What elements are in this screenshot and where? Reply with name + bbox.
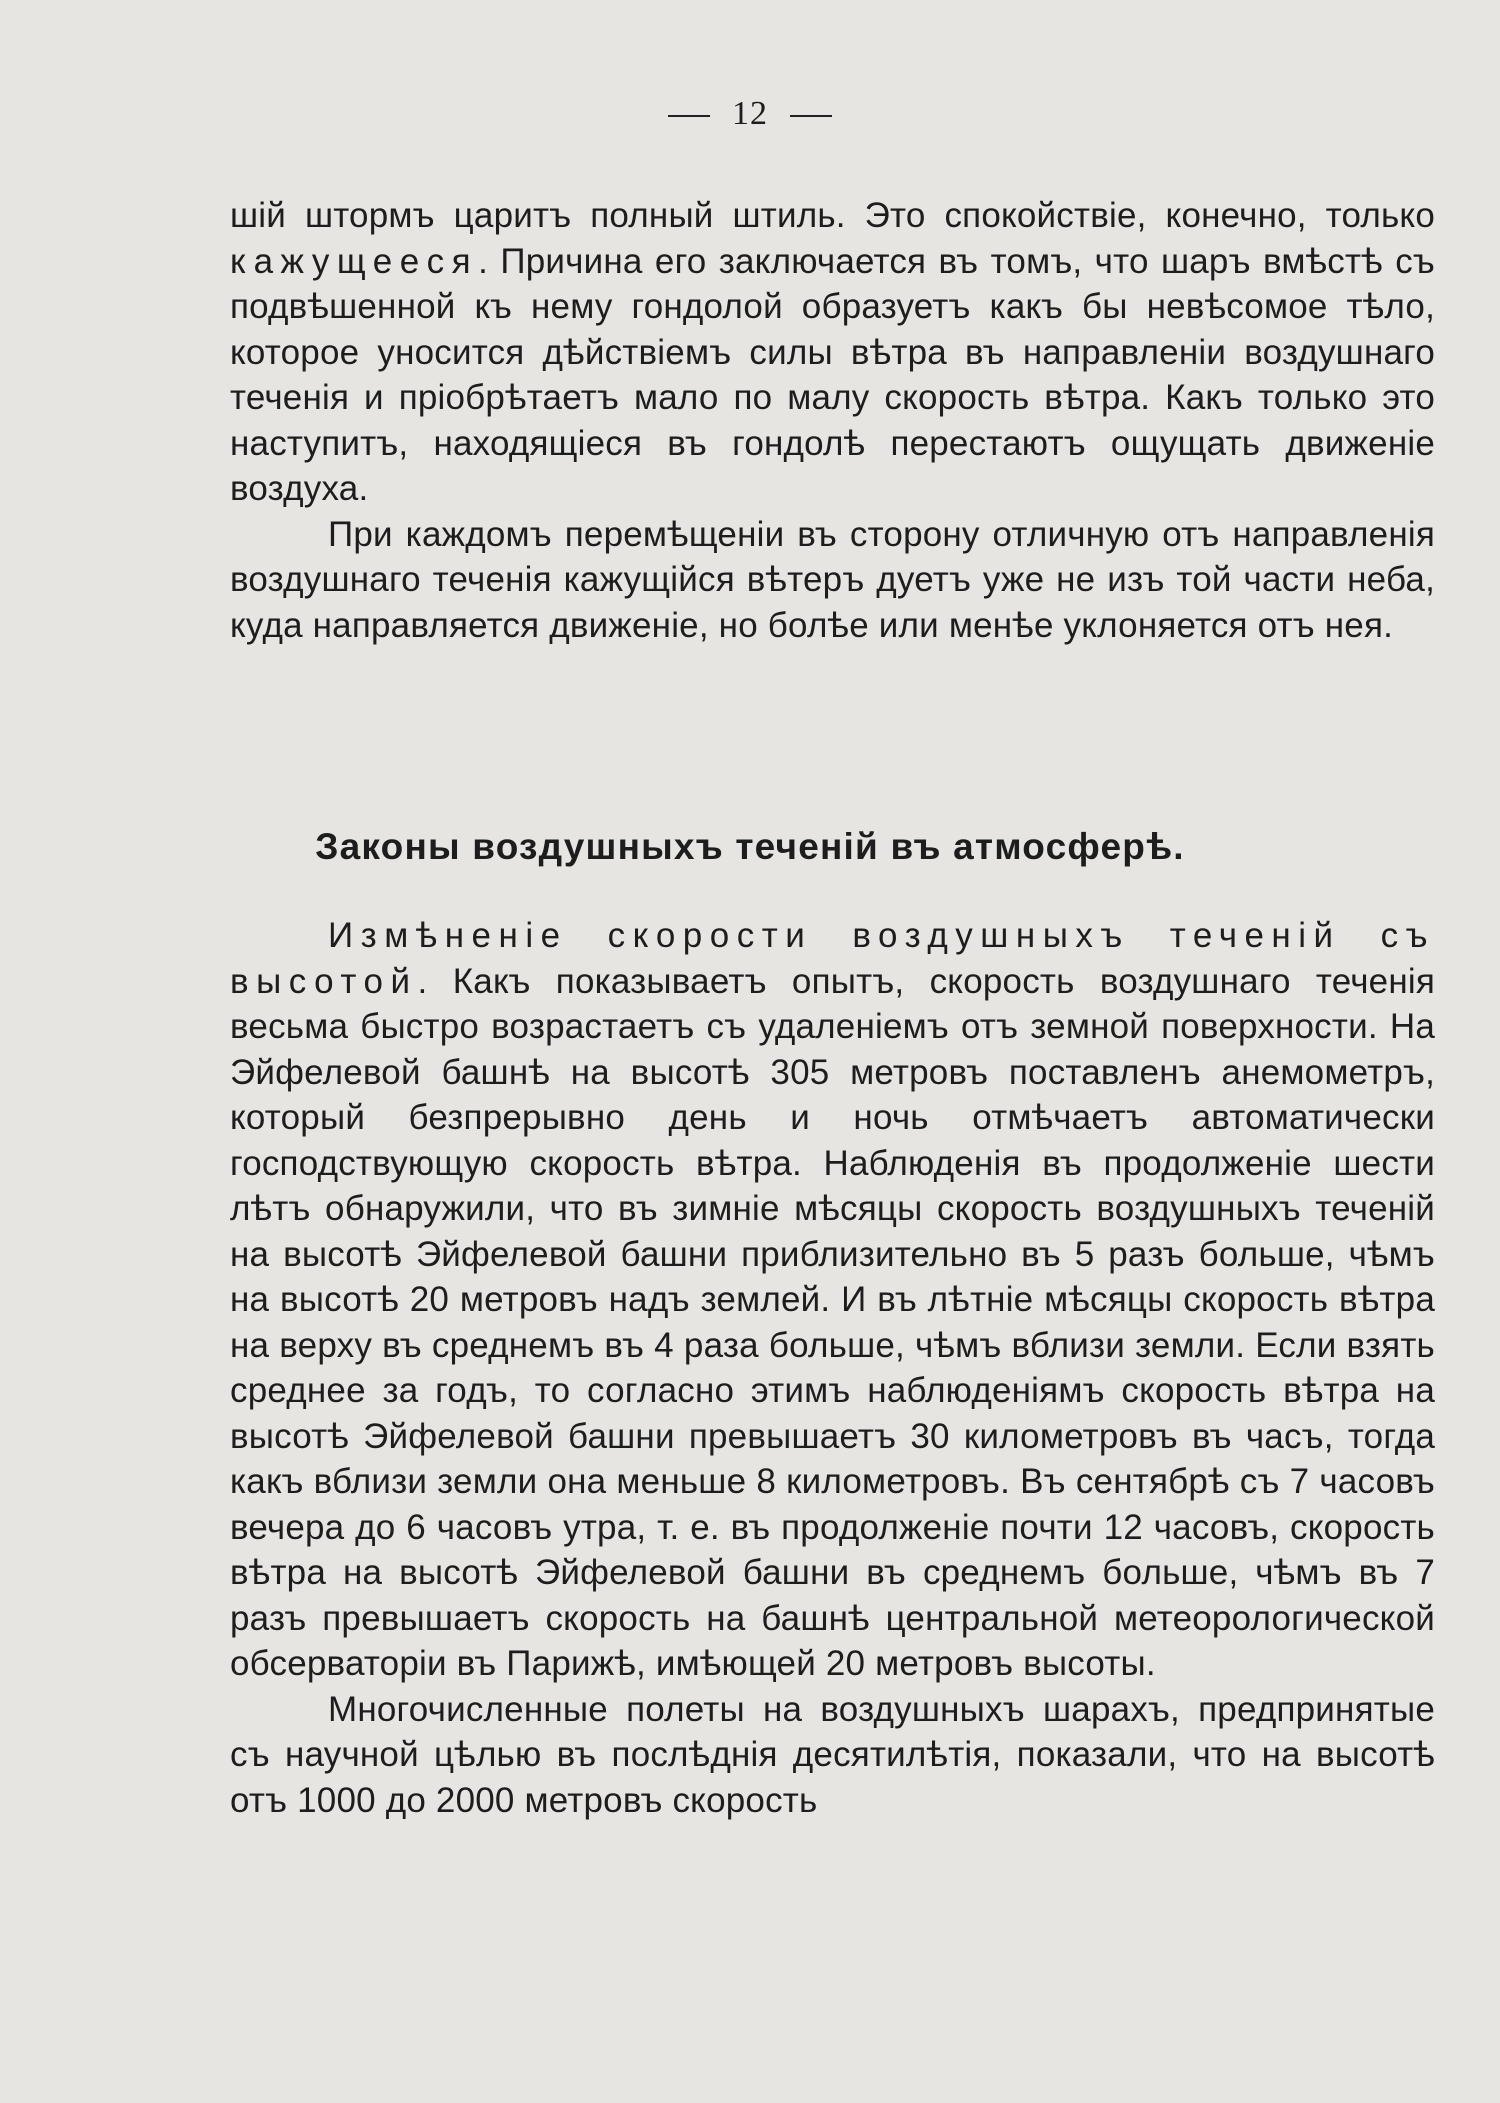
paragraph-continuation bbox=[230, 193, 1435, 512]
page-number-value: 12 bbox=[732, 95, 768, 132]
paragraph-text: . Какъ показываетъ опытъ, скорость воздушнаго теченія весьма быстро возрастаетъ съ удаленіемъ отъ земной поверхности. На Эйфелевой башнѣ на высотѣ 305 метровъ поставленъ анемометръ, который безпрерывно день и ночь отмѣчаетъ автоматически господствующую скорость вѣтра. Наблюденія въ продолженіе шести лѣтъ обнаружили, что въ зимніе мѣсяцы скорость воздушныхъ теченій на высотѣ Эйфелевой башни приблизительно въ 5 разъ больше, чѣмъ на высотѣ 20 метровъ надъ землей. И въ лѣтніе мѣсяцы скорость вѣтра на верху въ среднемъ въ 4 раза больше, чѣмъ вблизи земли. Если взять среднее за годъ, то согласно этимъ наблюденіямъ скорость вѣтра на высотѣ Эйфелевой башни превышаетъ 30 километровъ въ часъ, тогда какъ вблизи земли она меньше 8 километровъ. Въ сентябрѣ съ 7 часовъ вечера до 6 часовъ утра, т. е. въ продолженіе почти 12 часовъ, скорость вѣтра на высотѣ Эйфелевой башни въ среднемъ больше, чѣмъ въ 7 разъ превышаетъ скорость на башнѣ центральной метеорологической обсерваторіи въ Парижѣ, имѣющей 20 метровъ высоты. bbox=[230, 961, 1435, 1683]
paragraph: Многочисленные полеты на воздушныхъ шарахъ, предпринятые съ научной цѣлью въ послѣднія десятилѣтія, показали, что на высотѣ отъ 1000 до 2000 метровъ скорость bbox=[230, 1689, 1435, 1820]
right-dash bbox=[790, 115, 832, 117]
paragraph: При каждомъ перемѣщеніи въ сторону отличную отъ направленія воздушнаго теченія кажущійся вѣтеръ дуетъ уже не изъ той части неба, куда направляется движеніе, но болѣе или менѣе уклоняется отъ нея. bbox=[230, 514, 1435, 645]
paragraph-text: шій штормъ царитъ полный штиль. Это спокойствіе, конечно, только bbox=[230, 196, 1435, 235]
emphasized-text: кажущееся bbox=[230, 241, 479, 281]
text-block-top bbox=[230, 193, 1435, 648]
page-number bbox=[0, 95, 1500, 133]
paragraph bbox=[230, 913, 1435, 1687]
emphasized-text: Измѣненіе скорости воздушныхъ теченій съ высотой bbox=[230, 916, 1435, 1001]
section-heading: Законы воздушныхъ теченій въ атмосферѣ. bbox=[315, 826, 1185, 867]
paragraph-text: . Причина его заключается въ томъ, что шаръ вмѣстѣ съ подвѣшенной къ нему гондолой образуетъ какъ бы невѣсомое тѣло, которое уносится дѣйствіемъ силы вѣтра въ направленіи воздушнаго теченія и пріобрѣтаетъ мало по малу скорость вѣтра. Какъ только это наступитъ, находящіеся въ гондолѣ перестаютъ ощущать движеніе воздуха. bbox=[230, 241, 1435, 508]
text-block-section bbox=[230, 913, 1435, 1823]
left-dash bbox=[668, 115, 710, 117]
